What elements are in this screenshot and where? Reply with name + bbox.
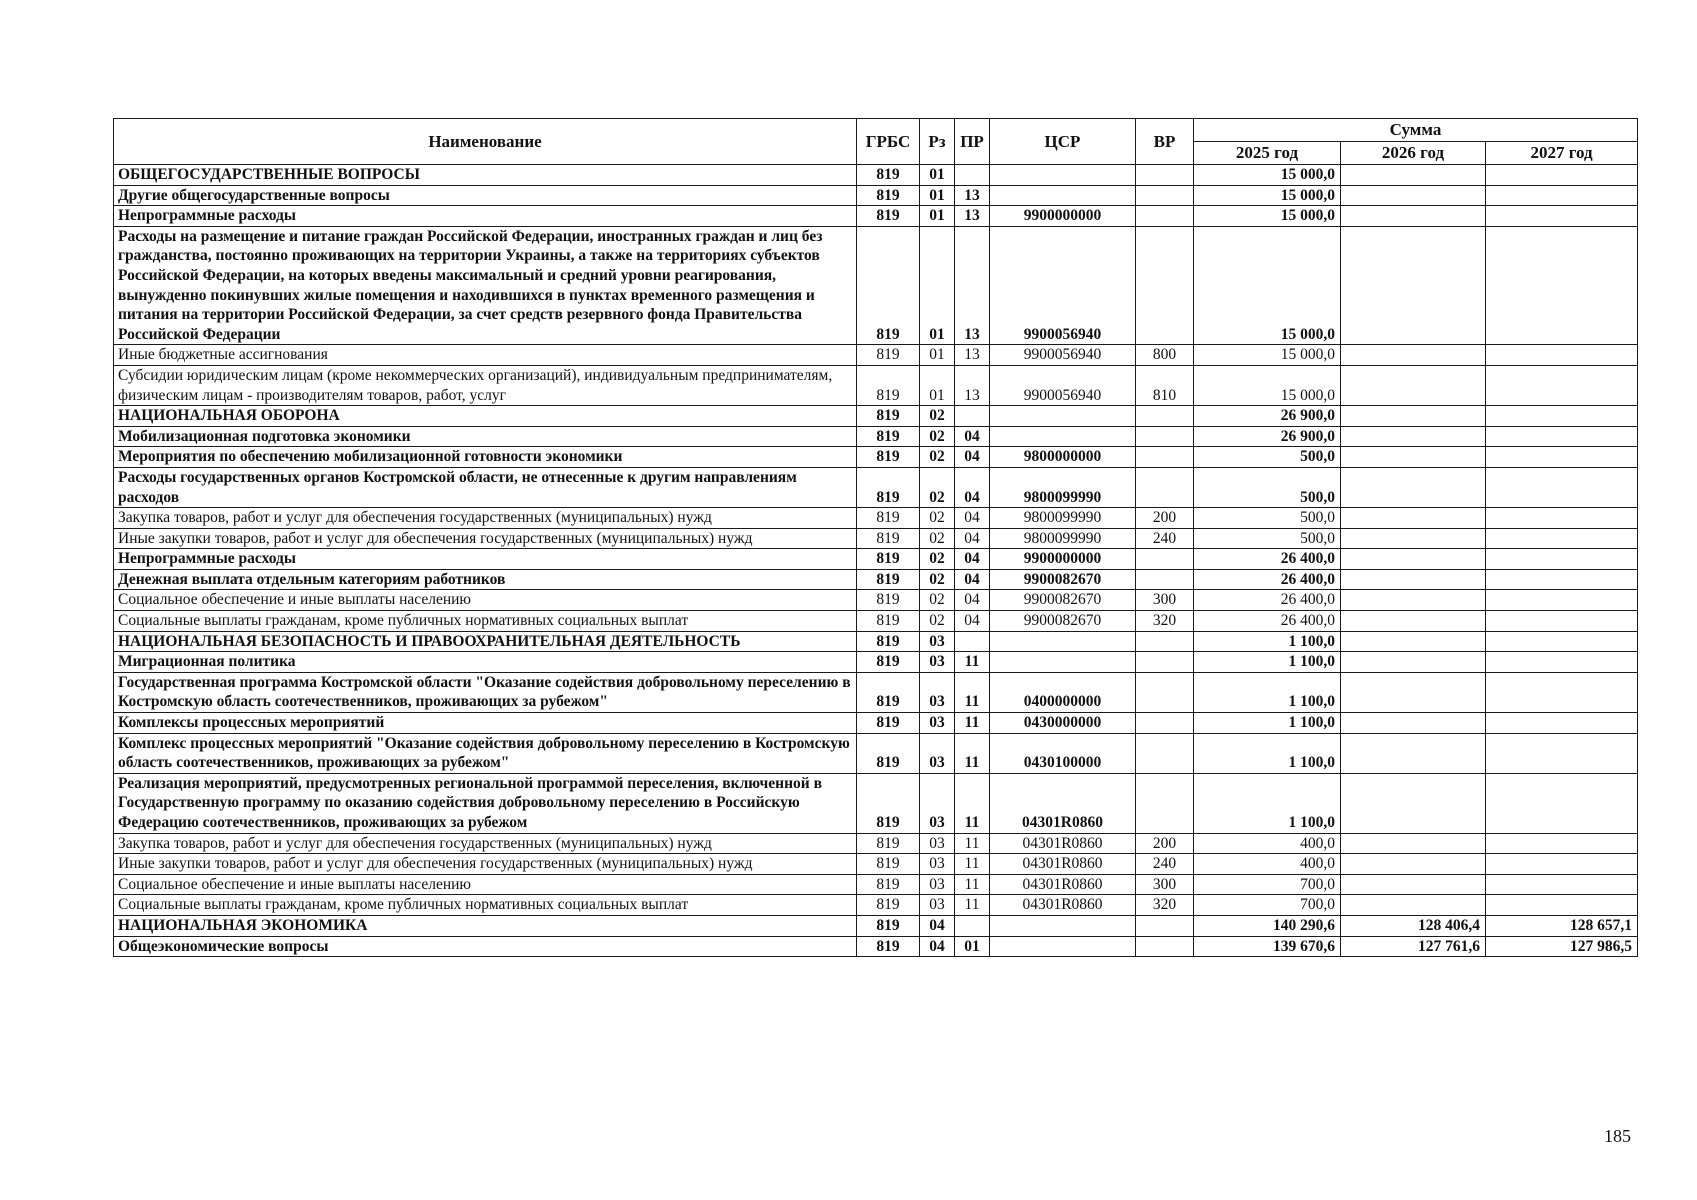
cell-pr: 13 xyxy=(955,345,990,366)
cell-pr: 04 xyxy=(955,611,990,632)
cell-csr: 04301R0860 xyxy=(990,854,1136,875)
cell-grbs: 819 xyxy=(857,206,920,227)
cell-csr: 04301R0860 xyxy=(990,874,1136,895)
cell-2025: 15 000,0 xyxy=(1194,226,1341,345)
cell-pr: 13 xyxy=(955,365,990,405)
cell-csr: 04301R0860 xyxy=(990,833,1136,854)
cell-name: Мобилизационная подготовка экономики xyxy=(114,426,857,447)
cell-pr: 04 xyxy=(955,528,990,549)
cell-csr: 04301R0860 xyxy=(990,895,1136,916)
cell-pr xyxy=(955,165,990,186)
cell-2026 xyxy=(1341,226,1486,345)
cell-name: НАЦИОНАЛЬНАЯ ОБОРОНА xyxy=(114,406,857,427)
cell-2026 xyxy=(1341,206,1486,227)
cell-grbs: 819 xyxy=(857,447,920,468)
cell-csr: 9900082670 xyxy=(990,590,1136,611)
table-row xyxy=(114,447,1638,468)
cell-pr: 04 xyxy=(955,447,990,468)
cell-2025: 1 100,0 xyxy=(1194,713,1341,734)
cell-2025: 1 100,0 xyxy=(1194,631,1341,652)
cell-2025: 15 000,0 xyxy=(1194,185,1341,206)
budget-table xyxy=(113,118,1638,957)
cell-csr: 0430000000 xyxy=(990,713,1136,734)
cell-grbs: 819 xyxy=(857,631,920,652)
header-2026: 2026 год xyxy=(1341,142,1486,165)
cell-2027 xyxy=(1486,833,1638,854)
cell-rz: 04 xyxy=(920,915,955,936)
cell-grbs: 819 xyxy=(857,915,920,936)
cell-2027 xyxy=(1486,185,1638,206)
cell-2026 xyxy=(1341,185,1486,206)
cell-csr: 9800099990 xyxy=(990,528,1136,549)
cell-vr: 200 xyxy=(1136,833,1194,854)
cell-grbs: 819 xyxy=(857,611,920,632)
table-row xyxy=(114,365,1638,405)
cell-2027 xyxy=(1486,672,1638,712)
table-row xyxy=(114,206,1638,227)
cell-rz: 03 xyxy=(920,733,955,773)
cell-rz: 03 xyxy=(920,773,955,833)
cell-vr xyxy=(1136,773,1194,833)
cell-2026 xyxy=(1341,773,1486,833)
cell-rz: 01 xyxy=(920,185,955,206)
cell-2027 xyxy=(1486,631,1638,652)
cell-vr xyxy=(1136,549,1194,570)
cell-grbs: 819 xyxy=(857,733,920,773)
header-2025: 2025 год xyxy=(1194,142,1341,165)
cell-name: Другие общегосударственные вопросы xyxy=(114,185,857,206)
cell-csr xyxy=(990,165,1136,186)
table-row xyxy=(114,165,1638,186)
table-row xyxy=(114,733,1638,773)
cell-2027 xyxy=(1486,549,1638,570)
table-row xyxy=(114,895,1638,916)
cell-vr xyxy=(1136,733,1194,773)
cell-name: Социальные выплаты гражданам, кроме публичных нормативных социальных выплат xyxy=(114,611,857,632)
cell-rz: 02 xyxy=(920,467,955,507)
cell-csr: 9900056940 xyxy=(990,365,1136,405)
cell-pr: 11 xyxy=(955,833,990,854)
cell-vr xyxy=(1136,206,1194,227)
cell-csr: 0430100000 xyxy=(990,733,1136,773)
cell-2025: 700,0 xyxy=(1194,895,1341,916)
cell-name: Закупка товаров, работ и услуг для обеспечения государственных (муниципальных) нужд xyxy=(114,833,857,854)
cell-vr xyxy=(1136,165,1194,186)
cell-rz: 03 xyxy=(920,631,955,652)
cell-2025: 26 400,0 xyxy=(1194,549,1341,570)
table-row xyxy=(114,345,1638,366)
cell-csr: 9900000000 xyxy=(990,549,1136,570)
header-csr: ЦСР xyxy=(990,119,1136,165)
cell-grbs: 819 xyxy=(857,895,920,916)
header-vr: ВР xyxy=(1136,119,1194,165)
cell-rz: 02 xyxy=(920,590,955,611)
table-row xyxy=(114,936,1638,957)
cell-name: Комплекс процессных мероприятий "Оказание содействия добровольному переселению в Костромскую область соотечественников, проживающих за рубежом" xyxy=(114,733,857,773)
cell-name: Государственная программа Костромской области "Оказание содействия добровольному переселению в Костромскую область соотечественников, проживающих за рубежом" xyxy=(114,672,857,712)
cell-pr: 11 xyxy=(955,895,990,916)
cell-2025: 1 100,0 xyxy=(1194,652,1341,673)
cell-2027 xyxy=(1486,528,1638,549)
cell-rz: 03 xyxy=(920,895,955,916)
cell-grbs: 819 xyxy=(857,874,920,895)
cell-rz: 01 xyxy=(920,226,955,345)
cell-name: Расходы государственных органов Костромской области, не отнесенные к другим направлениям расходов xyxy=(114,467,857,507)
cell-2026 xyxy=(1341,611,1486,632)
cell-2025: 26 900,0 xyxy=(1194,406,1341,427)
cell-grbs: 819 xyxy=(857,590,920,611)
table-row xyxy=(114,426,1638,447)
cell-2027 xyxy=(1486,854,1638,875)
cell-vr xyxy=(1136,447,1194,468)
cell-name: Комплексы процессных мероприятий xyxy=(114,713,857,734)
cell-2025: 500,0 xyxy=(1194,447,1341,468)
cell-2026 xyxy=(1341,833,1486,854)
cell-rz: 02 xyxy=(920,549,955,570)
cell-2025: 1 100,0 xyxy=(1194,733,1341,773)
cell-2027 xyxy=(1486,406,1638,427)
header-grbs: ГРБС xyxy=(857,119,920,165)
cell-csr: 9900082670 xyxy=(990,569,1136,590)
cell-name: Расходы на размещение и питание граждан Российской Федерации, иностранных граждан и лиц без гражданства, постоянно проживающих на территории Украины, а также на территориях субъектов Российской Федерации, на которых введены максимальный и средний уровни реагирования, вынужденно покинувших жилые помещения и находившихся в пунктах временного размещения и питания на территории Российской Федерации, за счет средств резервного фонда Правительства Российской Федерации xyxy=(114,226,857,345)
cell-2026 xyxy=(1341,406,1486,427)
cell-2027 xyxy=(1486,652,1638,673)
cell-rz: 02 xyxy=(920,569,955,590)
cell-2025: 26 900,0 xyxy=(1194,426,1341,447)
cell-2025: 15 000,0 xyxy=(1194,165,1341,186)
cell-2025: 15 000,0 xyxy=(1194,206,1341,227)
cell-2025: 500,0 xyxy=(1194,528,1341,549)
cell-2026 xyxy=(1341,528,1486,549)
table-row xyxy=(114,652,1638,673)
cell-rz: 03 xyxy=(920,833,955,854)
cell-2027 xyxy=(1486,206,1638,227)
cell-2025: 500,0 xyxy=(1194,467,1341,507)
header-rz: Рз xyxy=(920,119,955,165)
cell-2027 xyxy=(1486,569,1638,590)
table-row xyxy=(114,672,1638,712)
cell-2027: 128 657,1 xyxy=(1486,915,1638,936)
cell-csr xyxy=(990,185,1136,206)
table-row xyxy=(114,631,1638,652)
cell-grbs: 819 xyxy=(857,569,920,590)
cell-name: ОБЩЕГОСУДАРСТВЕННЫЕ ВОПРОСЫ xyxy=(114,165,857,186)
cell-2026 xyxy=(1341,467,1486,507)
cell-rz: 02 xyxy=(920,426,955,447)
cell-vr: 200 xyxy=(1136,508,1194,529)
cell-2027 xyxy=(1486,773,1638,833)
cell-2026 xyxy=(1341,631,1486,652)
cell-grbs: 819 xyxy=(857,672,920,712)
table-row xyxy=(114,854,1638,875)
table-row xyxy=(114,590,1638,611)
cell-2025: 15 000,0 xyxy=(1194,365,1341,405)
cell-csr: 0400000000 xyxy=(990,672,1136,712)
cell-vr xyxy=(1136,467,1194,507)
header-sum: Сумма xyxy=(1194,119,1638,142)
cell-vr: 800 xyxy=(1136,345,1194,366)
cell-rz: 02 xyxy=(920,447,955,468)
cell-2027 xyxy=(1486,733,1638,773)
cell-2025: 400,0 xyxy=(1194,854,1341,875)
cell-name: Мероприятия по обеспечению мобилизационной готовности экономики xyxy=(114,447,857,468)
cell-2027 xyxy=(1486,895,1638,916)
cell-vr xyxy=(1136,631,1194,652)
cell-vr: 320 xyxy=(1136,895,1194,916)
table-row xyxy=(114,467,1638,507)
cell-csr: 9800099990 xyxy=(990,467,1136,507)
cell-pr: 04 xyxy=(955,467,990,507)
cell-2027 xyxy=(1486,467,1638,507)
cell-grbs: 819 xyxy=(857,365,920,405)
cell-name: Закупка товаров, работ и услуг для обеспечения государственных (муниципальных) нужд xyxy=(114,508,857,529)
cell-rz: 02 xyxy=(920,528,955,549)
cell-name: Денежная выплата отдельным категориям работников xyxy=(114,569,857,590)
cell-grbs: 819 xyxy=(857,713,920,734)
cell-2027 xyxy=(1486,426,1638,447)
cell-2027 xyxy=(1486,611,1638,632)
cell-csr: 9800000000 xyxy=(990,447,1136,468)
cell-pr: 13 xyxy=(955,185,990,206)
cell-pr: 11 xyxy=(955,713,990,734)
cell-csr xyxy=(990,915,1136,936)
cell-2026 xyxy=(1341,569,1486,590)
cell-pr: 13 xyxy=(955,226,990,345)
cell-2025: 26 400,0 xyxy=(1194,569,1341,590)
cell-name: Иные закупки товаров, работ и услуг для обеспечения государственных (муниципальных) нужд xyxy=(114,854,857,875)
cell-2027 xyxy=(1486,874,1638,895)
cell-name: НАЦИОНАЛЬНАЯ ЭКОНОМИКА xyxy=(114,915,857,936)
cell-2026: 127 761,6 xyxy=(1341,936,1486,957)
cell-2026 xyxy=(1341,426,1486,447)
cell-2026 xyxy=(1341,652,1486,673)
cell-2026 xyxy=(1341,508,1486,529)
table-row xyxy=(114,833,1638,854)
cell-vr xyxy=(1136,915,1194,936)
cell-grbs: 819 xyxy=(857,426,920,447)
cell-2026 xyxy=(1341,895,1486,916)
table-row xyxy=(114,185,1638,206)
cell-grbs: 819 xyxy=(857,773,920,833)
cell-grbs: 819 xyxy=(857,936,920,957)
header-name: Наименование xyxy=(114,119,857,165)
table-row xyxy=(114,549,1638,570)
cell-rz: 01 xyxy=(920,206,955,227)
cell-pr: 11 xyxy=(955,874,990,895)
cell-2026 xyxy=(1341,345,1486,366)
cell-rz: 01 xyxy=(920,365,955,405)
cell-name: Социальное обеспечение и иные выплаты населению xyxy=(114,874,857,895)
cell-pr xyxy=(955,406,990,427)
cell-vr: 810 xyxy=(1136,365,1194,405)
cell-vr: 240 xyxy=(1136,528,1194,549)
cell-pr: 11 xyxy=(955,773,990,833)
cell-rz: 03 xyxy=(920,713,955,734)
cell-csr: 9900056940 xyxy=(990,345,1136,366)
cell-name: Социальные выплаты гражданам, кроме публичных нормативных социальных выплат xyxy=(114,895,857,916)
cell-rz: 03 xyxy=(920,854,955,875)
cell-pr: 04 xyxy=(955,549,990,570)
table-row xyxy=(114,874,1638,895)
table-row xyxy=(114,226,1638,345)
cell-csr xyxy=(990,652,1136,673)
cell-rz: 01 xyxy=(920,345,955,366)
cell-pr: 04 xyxy=(955,508,990,529)
table-row xyxy=(114,611,1638,632)
cell-pr: 04 xyxy=(955,426,990,447)
cell-vr xyxy=(1136,185,1194,206)
cell-2026 xyxy=(1341,590,1486,611)
cell-vr xyxy=(1136,426,1194,447)
header-2027: 2027 год xyxy=(1486,142,1638,165)
cell-csr: 9900000000 xyxy=(990,206,1136,227)
cell-vr: 320 xyxy=(1136,611,1194,632)
cell-rz: 02 xyxy=(920,611,955,632)
budget-table-sheet xyxy=(113,118,1637,957)
cell-grbs: 819 xyxy=(857,467,920,507)
cell-vr xyxy=(1136,406,1194,427)
table-row xyxy=(114,773,1638,833)
cell-pr xyxy=(955,631,990,652)
cell-2025: 26 400,0 xyxy=(1194,611,1341,632)
cell-vr xyxy=(1136,672,1194,712)
cell-csr: 9900082670 xyxy=(990,611,1136,632)
cell-2027 xyxy=(1486,165,1638,186)
cell-grbs: 819 xyxy=(857,833,920,854)
cell-rz: 04 xyxy=(920,936,955,957)
cell-vr xyxy=(1136,713,1194,734)
cell-csr: 9900056940 xyxy=(990,226,1136,345)
table-row xyxy=(114,569,1638,590)
table-row xyxy=(114,528,1638,549)
cell-2026 xyxy=(1341,874,1486,895)
cell-2025: 400,0 xyxy=(1194,833,1341,854)
cell-name: Общеэкономические вопросы xyxy=(114,936,857,957)
cell-2027 xyxy=(1486,345,1638,366)
cell-name: Иные закупки товаров, работ и услуг для обеспечения государственных (муниципальных) нужд xyxy=(114,528,857,549)
table-body xyxy=(114,165,1638,957)
cell-rz: 03 xyxy=(920,652,955,673)
cell-grbs: 819 xyxy=(857,406,920,427)
cell-grbs: 819 xyxy=(857,528,920,549)
cell-vr xyxy=(1136,569,1194,590)
cell-pr: 11 xyxy=(955,672,990,712)
cell-rz: 02 xyxy=(920,406,955,427)
cell-name: Миграционная политика xyxy=(114,652,857,673)
cell-pr xyxy=(955,915,990,936)
cell-2026: 128 406,4 xyxy=(1341,915,1486,936)
cell-name: Непрограммные расходы xyxy=(114,206,857,227)
cell-csr: 04301R0860 xyxy=(990,773,1136,833)
cell-2026 xyxy=(1341,713,1486,734)
cell-grbs: 819 xyxy=(857,508,920,529)
cell-2027 xyxy=(1486,508,1638,529)
cell-csr xyxy=(990,631,1136,652)
cell-2027 xyxy=(1486,713,1638,734)
cell-2027 xyxy=(1486,447,1638,468)
cell-2026 xyxy=(1341,733,1486,773)
cell-grbs: 819 xyxy=(857,226,920,345)
cell-name: Иные бюджетные ассигнования xyxy=(114,345,857,366)
cell-name: НАЦИОНАЛЬНАЯ БЕЗОПАСНОСТЬ И ПРАВООХРАНИТЕЛЬНАЯ ДЕЯТЕЛЬНОСТЬ xyxy=(114,631,857,652)
cell-csr xyxy=(990,936,1136,957)
cell-2025: 26 400,0 xyxy=(1194,590,1341,611)
cell-grbs: 819 xyxy=(857,185,920,206)
cell-vr xyxy=(1136,652,1194,673)
cell-csr xyxy=(990,426,1136,447)
cell-2025: 15 000,0 xyxy=(1194,345,1341,366)
cell-2025: 1 100,0 xyxy=(1194,773,1341,833)
cell-csr xyxy=(990,406,1136,427)
cell-rz: 02 xyxy=(920,508,955,529)
cell-grbs: 819 xyxy=(857,549,920,570)
cell-pr: 01 xyxy=(955,936,990,957)
page-number: 185 xyxy=(1604,1126,1631,1146)
cell-2026 xyxy=(1341,165,1486,186)
cell-2025: 700,0 xyxy=(1194,874,1341,895)
header-pr: ПР xyxy=(955,119,990,165)
cell-grbs: 819 xyxy=(857,652,920,673)
cell-2026 xyxy=(1341,672,1486,712)
cell-name: Социальное обеспечение и иные выплаты населению xyxy=(114,590,857,611)
cell-csr: 9800099990 xyxy=(990,508,1136,529)
cell-2026 xyxy=(1341,365,1486,405)
cell-2025: 1 100,0 xyxy=(1194,672,1341,712)
cell-2025: 139 670,6 xyxy=(1194,936,1341,957)
cell-name: Реализация мероприятий, предусмотренных региональной программой переселения, включенной в Государственную программу по оказанию содействия добровольному переселению в Российскую Федерацию соотечественников, проживающих за рубежом xyxy=(114,773,857,833)
table-row xyxy=(114,406,1638,427)
cell-pr: 11 xyxy=(955,854,990,875)
cell-rz: 03 xyxy=(920,672,955,712)
cell-2027 xyxy=(1486,365,1638,405)
cell-2027 xyxy=(1486,226,1638,345)
cell-2025: 500,0 xyxy=(1194,508,1341,529)
cell-vr xyxy=(1136,226,1194,345)
table-header xyxy=(114,119,1638,165)
cell-2026 xyxy=(1341,447,1486,468)
cell-pr: 13 xyxy=(955,206,990,227)
cell-name: Непрограммные расходы xyxy=(114,549,857,570)
table-row xyxy=(114,915,1638,936)
cell-vr: 240 xyxy=(1136,854,1194,875)
cell-2026 xyxy=(1341,854,1486,875)
cell-pr: 04 xyxy=(955,569,990,590)
cell-pr: 11 xyxy=(955,652,990,673)
cell-vr: 300 xyxy=(1136,874,1194,895)
table-row xyxy=(114,713,1638,734)
cell-pr: 11 xyxy=(955,733,990,773)
cell-grbs: 819 xyxy=(857,345,920,366)
cell-name: Субсидии юридическим лицам (кроме некоммерческих организаций), индивидуальным предпринимателям, физическим лицам - производителям товаров, работ, услуг xyxy=(114,365,857,405)
cell-pr: 04 xyxy=(955,590,990,611)
cell-2026 xyxy=(1341,549,1486,570)
cell-rz: 01 xyxy=(920,165,955,186)
cell-2027 xyxy=(1486,590,1638,611)
cell-grbs: 819 xyxy=(857,854,920,875)
cell-rz: 03 xyxy=(920,874,955,895)
cell-grbs: 819 xyxy=(857,165,920,186)
cell-2025: 140 290,6 xyxy=(1194,915,1341,936)
cell-2027: 127 986,5 xyxy=(1486,936,1638,957)
cell-vr: 300 xyxy=(1136,590,1194,611)
cell-vr xyxy=(1136,936,1194,957)
table-row xyxy=(114,508,1638,529)
